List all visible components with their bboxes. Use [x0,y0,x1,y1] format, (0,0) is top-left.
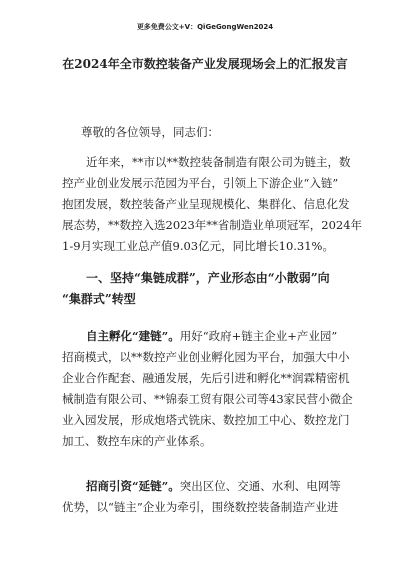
paragraph-text: 用好“政府+链主企业+产业园” [179,329,338,343]
paragraph-line: 企业合作配套、融通发展，先后引进和孵化**润霖精密机 [62,371,350,385]
paragraph-line: 加工、数控车床的产业体系。 [62,434,212,448]
watermark-header: 更多免费公文+V：QiGeGongWen2024 [136,23,274,31]
heading-line: “集群式”转型 [62,292,136,306]
paragraph-build-chain [62,326,352,452]
paragraph-line: 近年来，**市以**数控装备制造有限公司为链主，数 [86,155,351,169]
paragraph-line: 业入园发展，形成炮塔式铣床、数控加工中心、数控龙门 [62,413,350,427]
paragraph-line [62,326,352,347]
heading-line: 一、坚持“集链成群”，产业形态由“小散弱”向 [86,271,330,285]
paragraph-line: 械制造有限公司、**锦泰工贸有限公司等43家民营小微企 [62,392,353,406]
salutation: 尊敬的各位领导，同志们： [81,125,219,139]
paragraph-line: 招商模式，以**数控产业创业孵化园为平台，加强大中小 [62,350,350,364]
paragraph-line: 控产业创业发展示范园为平台，引领上下游企业“入链” [62,176,339,190]
paragraph-lead: 自主孵化“建链”。 [86,329,180,343]
section-heading [62,268,352,310]
paragraph-line: 1-9月实现工业总产值9.03亿元，同比增长10.31%。 [62,239,334,253]
paragraph-lead: 招商引资“延链”。 [86,479,180,493]
intro-paragraph [62,152,363,257]
paragraph-text: 突出区位、交通、水利、电网等 [179,479,341,493]
paragraph-line [62,476,352,497]
paragraph-extend-chain [62,476,352,518]
paragraph-line: 优势，以“链主”企业为牵引，围绕数控装备制造产业进 [62,500,339,514]
paragraph-line: 展态势，**数控入选2023年**省制造业单项冠军，2024年 [62,218,363,232]
document-title: 在2024年全市数控装备产业发展现场会上的汇报发言 [62,57,348,71]
paragraph-line: 抱团发展，数控装备产业呈现规模化、集群化、信息化发 [62,197,350,211]
